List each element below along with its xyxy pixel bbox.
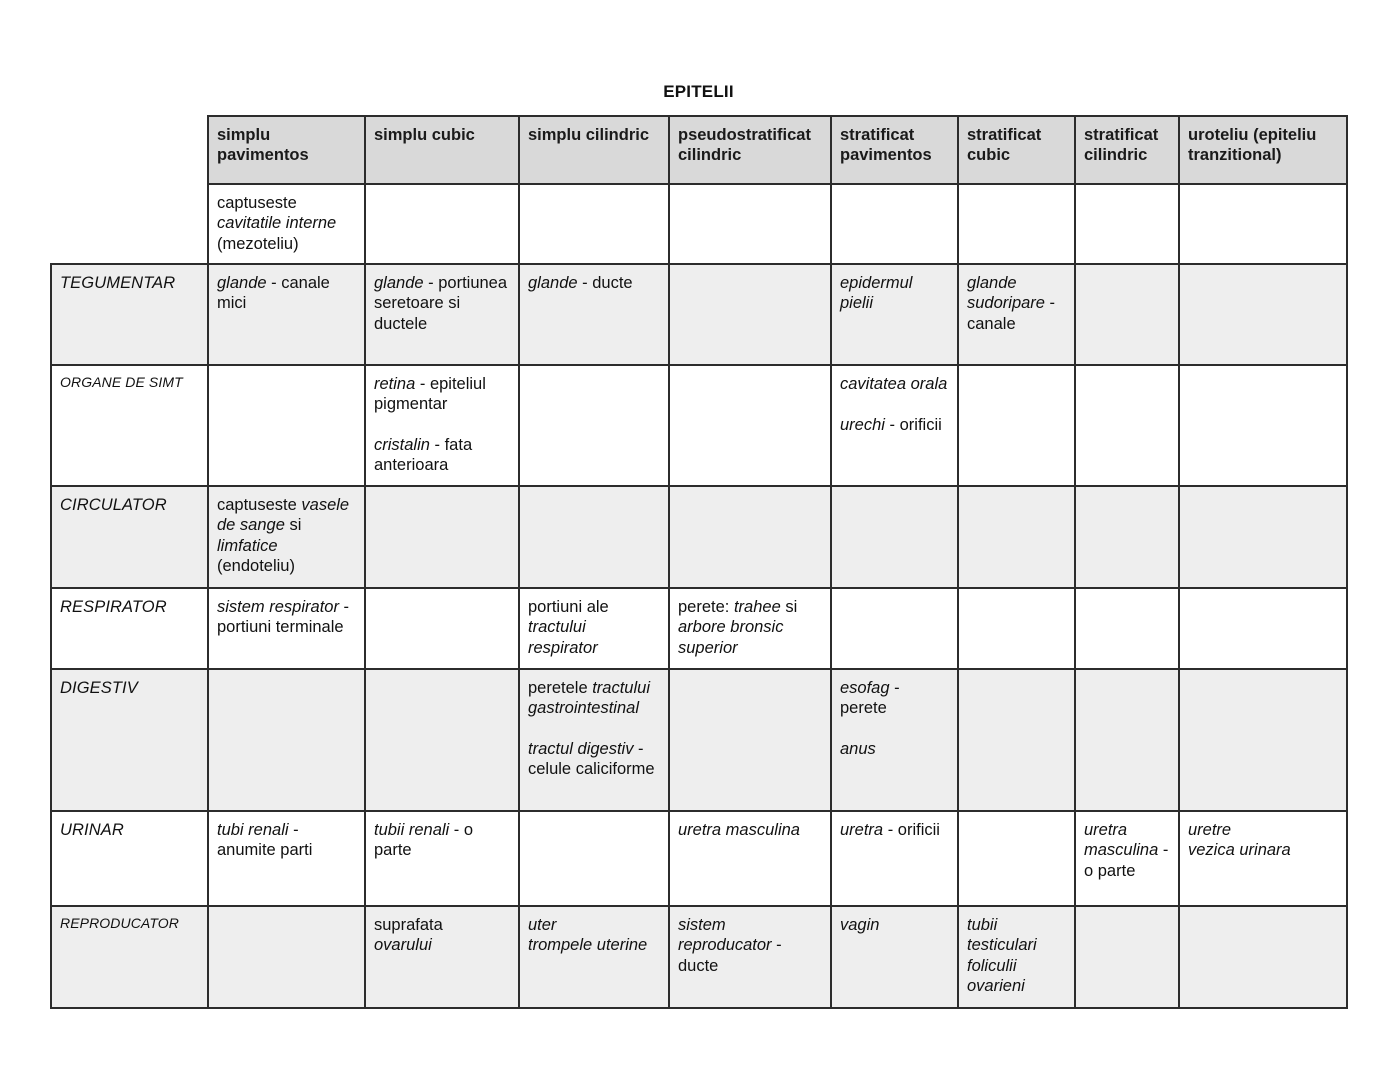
cell-text: uretra masculina bbox=[678, 821, 800, 839]
intro-label-cell bbox=[51, 184, 208, 264]
table-row-reproducator bbox=[51, 906, 1347, 1008]
epithelia-table bbox=[50, 115, 1348, 1009]
row-label-circulator: CIRCULATOR bbox=[51, 486, 208, 588]
cell-text: glande bbox=[528, 274, 578, 292]
col-header-stratificat-cubic: stratificat cubic bbox=[958, 116, 1075, 184]
table-row-respirator bbox=[51, 588, 1347, 669]
intro-cell bbox=[208, 184, 365, 264]
table-cell bbox=[365, 184, 519, 264]
cell-text: uretra masculina bbox=[1084, 821, 1159, 860]
cell-text: vagin bbox=[840, 916, 880, 934]
cell-text: si bbox=[284, 516, 302, 535]
table-cell bbox=[1075, 486, 1179, 588]
table-cell bbox=[519, 486, 669, 588]
table-cell bbox=[208, 486, 365, 588]
table-cell bbox=[365, 588, 519, 669]
table-cell bbox=[1179, 669, 1347, 811]
cell-text: - portiuni terminale bbox=[217, 598, 350, 637]
cell-text: uter bbox=[528, 916, 557, 934]
table-cell bbox=[831, 588, 958, 669]
row-label-organe-de-simt: ORGANE DE SIMT bbox=[51, 365, 208, 486]
table-cell bbox=[1179, 486, 1347, 588]
table-cell bbox=[831, 811, 958, 906]
table-cell bbox=[831, 906, 958, 1008]
cell-text: portiuni ale bbox=[528, 598, 609, 616]
table-cell bbox=[958, 811, 1075, 906]
table-cell bbox=[831, 184, 958, 264]
table-cell bbox=[365, 669, 519, 811]
table-cell bbox=[1179, 906, 1347, 1008]
table-cell bbox=[1179, 184, 1347, 264]
table-row-digestiv bbox=[51, 669, 1347, 811]
table-row-tegumentar bbox=[51, 264, 1347, 365]
cell-text: glande bbox=[374, 274, 424, 292]
cell-text: uretre bbox=[1188, 821, 1232, 839]
table-cell bbox=[1075, 184, 1179, 264]
table-cell bbox=[669, 486, 831, 588]
cell-text: trahee bbox=[733, 598, 781, 616]
cell-text: limfatice bbox=[217, 536, 278, 555]
table-cell bbox=[208, 365, 365, 486]
cell-text: - ducte bbox=[678, 936, 782, 975]
table-cell bbox=[669, 906, 831, 1008]
table-cell bbox=[519, 365, 669, 486]
col-header-simplu-cubic: simplu cubic bbox=[365, 116, 519, 184]
cell-text: si bbox=[780, 598, 798, 616]
table-cell bbox=[519, 588, 669, 669]
intro-row bbox=[51, 184, 1347, 264]
cell-text: retina bbox=[374, 375, 416, 393]
page-title: EPITELII bbox=[663, 82, 734, 101]
cell-text: peretele bbox=[528, 679, 593, 697]
col-header-simplu-pavimentos: simplu pavimentos bbox=[208, 116, 365, 184]
cell-text: uretra bbox=[840, 821, 884, 839]
table-cell bbox=[208, 811, 365, 906]
table-cell bbox=[519, 669, 669, 811]
row-label-urinar: URINAR bbox=[51, 811, 208, 906]
table-cell bbox=[1075, 669, 1179, 811]
table-row-urinar bbox=[51, 811, 1347, 906]
cell-text: - epiteliul pigmentar bbox=[374, 375, 486, 414]
cell-text: tubii renali bbox=[374, 821, 450, 839]
table-cell bbox=[208, 588, 365, 669]
table-cell bbox=[669, 811, 831, 906]
table-cell bbox=[1179, 264, 1347, 365]
cell-text: epidermul pielii bbox=[840, 274, 913, 313]
table-cell bbox=[519, 184, 669, 264]
cell-text: suprafata bbox=[374, 916, 443, 934]
table-cell bbox=[958, 906, 1075, 1008]
table-cell bbox=[1179, 365, 1347, 486]
table-cell bbox=[519, 906, 669, 1008]
table-cell bbox=[1075, 588, 1179, 669]
intro-text-italic: cavitatile interne bbox=[217, 214, 337, 233]
cell-text: ovarului bbox=[374, 936, 432, 955]
col-header-uroteliu: uroteliu (epiteliu tranzitional) bbox=[1179, 116, 1347, 184]
table-cell bbox=[1075, 811, 1179, 906]
table-cell bbox=[831, 486, 958, 588]
cell-text: - anumite parti bbox=[217, 821, 313, 860]
table-row-organe-de-simt bbox=[51, 365, 1347, 486]
cell-text: captuseste bbox=[217, 496, 302, 514]
cell-text: urechi bbox=[840, 415, 885, 434]
cell-text: tractului gastrointestinal bbox=[528, 679, 650, 718]
cell-text: tubii testiculari bbox=[967, 916, 1037, 955]
col-header-stratificat-pavimentos: stratificat pavimentos bbox=[831, 116, 958, 184]
table-cell bbox=[958, 264, 1075, 365]
table-cell bbox=[958, 365, 1075, 486]
header-row bbox=[51, 116, 1347, 184]
cell-text: - canale bbox=[967, 294, 1056, 333]
row-label-tegumentar: TEGUMENTAR bbox=[51, 264, 208, 365]
table-cell bbox=[669, 184, 831, 264]
table-cell bbox=[831, 264, 958, 365]
cell-text: - perete bbox=[840, 679, 900, 718]
cell-text: sistem respirator bbox=[217, 598, 339, 616]
table-cell bbox=[1179, 811, 1347, 906]
cell-text: tubi renali bbox=[217, 821, 289, 839]
cell-text: esofag bbox=[840, 679, 890, 697]
cell-text: - canale mici bbox=[217, 274, 330, 313]
table-cell bbox=[831, 669, 958, 811]
cell-text: - o parte bbox=[374, 821, 474, 860]
col-header-simplu-cilindric: simplu cilindric bbox=[519, 116, 669, 184]
cell-text: - portiunea seretoare si ductele bbox=[374, 274, 508, 333]
cell-text: tractul digestiv bbox=[528, 739, 634, 758]
table-cell bbox=[669, 264, 831, 365]
table-cell bbox=[958, 184, 1075, 264]
cell-text: anus bbox=[840, 739, 876, 758]
cell-text: - orificii bbox=[884, 415, 942, 434]
row-label-respirator: RESPIRATOR bbox=[51, 588, 208, 669]
table-cell bbox=[669, 365, 831, 486]
cell-text: cavitatea orala bbox=[840, 375, 948, 393]
intro-text: captuseste bbox=[217, 194, 297, 212]
corner-cell bbox=[51, 116, 208, 184]
table-cell bbox=[208, 264, 365, 365]
cell-text: - fata anterioara bbox=[374, 435, 473, 475]
table-cell bbox=[1075, 906, 1179, 1008]
table-cell bbox=[365, 811, 519, 906]
cell-text: vezica urinara bbox=[1188, 841, 1291, 860]
table-cell bbox=[669, 588, 831, 669]
table-cell bbox=[1179, 588, 1347, 669]
col-header-stratificat-cilindric: stratificat cilindric bbox=[1075, 116, 1179, 184]
cell-text: vasele de sange bbox=[217, 496, 350, 535]
row-label-reproducator: REPRODUCATOR bbox=[51, 906, 208, 1008]
cell-text: - ducte bbox=[577, 274, 633, 292]
table-cell bbox=[1075, 365, 1179, 486]
cell-text: foliculii ovarieni bbox=[967, 956, 1025, 995]
cell-text: sistem reproducator bbox=[678, 916, 772, 955]
table-cell bbox=[208, 906, 365, 1008]
col-header-pseudostratificat-cilindric: pseudostratificat cilindric bbox=[669, 116, 831, 184]
cell-text: - orificii bbox=[883, 821, 940, 839]
cell-text: arbore bronsic superior bbox=[678, 618, 784, 657]
table-cell bbox=[958, 486, 1075, 588]
table-cell bbox=[519, 264, 669, 365]
table-cell bbox=[365, 264, 519, 365]
cell-text: glande bbox=[217, 274, 267, 292]
table-cell bbox=[1075, 264, 1179, 365]
table-cell bbox=[208, 669, 365, 811]
cell-text: cristalin bbox=[374, 435, 430, 454]
intro-text-note: (mezoteliu) bbox=[217, 234, 299, 253]
cell-text: glande sudoripare bbox=[967, 274, 1045, 313]
table-cell bbox=[365, 486, 519, 588]
table-cell bbox=[958, 588, 1075, 669]
table-cell bbox=[831, 365, 958, 486]
table-cell bbox=[365, 365, 519, 486]
row-label-digestiv: DIGESTIV bbox=[51, 669, 208, 811]
table-cell bbox=[365, 906, 519, 1008]
cell-text: tractului respirator bbox=[528, 618, 598, 657]
cell-text: (endoteliu) bbox=[217, 556, 295, 575]
table-cell bbox=[958, 669, 1075, 811]
cell-text: trompele uterine bbox=[528, 936, 648, 955]
table-cell bbox=[669, 669, 831, 811]
cell-text: - o parte bbox=[1084, 841, 1169, 880]
cell-text: - celule caliciforme bbox=[528, 739, 655, 779]
cell-text: perete: bbox=[678, 598, 734, 616]
table-row-circulator bbox=[51, 486, 1347, 588]
table-cell bbox=[519, 811, 669, 906]
